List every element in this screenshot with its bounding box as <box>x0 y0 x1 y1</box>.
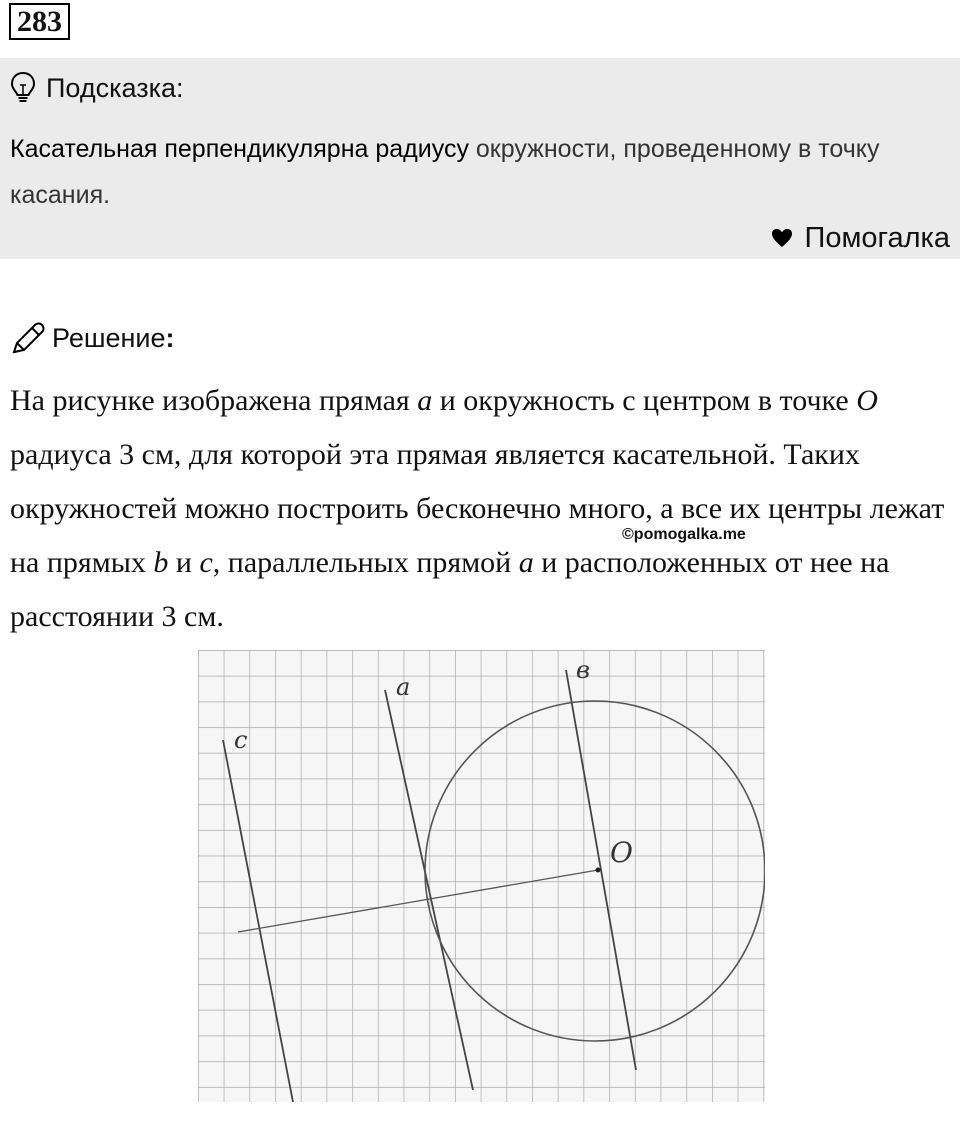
pencil-icon <box>10 320 46 356</box>
hint-title: Подсказка: <box>46 72 184 103</box>
label-O: O <box>610 836 633 869</box>
label-c: c <box>234 726 248 754</box>
hint-text <box>10 126 955 218</box>
label-b: в <box>576 656 590 684</box>
solution-title: Решение: <box>52 322 175 353</box>
construction-figure <box>198 650 765 1102</box>
label-a: a <box>396 673 411 701</box>
heart-icon <box>771 228 793 248</box>
hint-rest-text: окружности, проведенному в точку касания. <box>10 135 880 209</box>
hint-bold-text: Касательная перпендикулярна радиусу <box>10 135 469 163</box>
credit-label: Помогалка <box>804 221 950 254</box>
watermark: ©pomogalka.me <box>622 526 746 543</box>
center-point-O <box>596 868 601 873</box>
grid-paper <box>198 650 765 1102</box>
credit <box>771 218 950 258</box>
hint-header <box>10 68 184 108</box>
solution-header <box>10 318 175 358</box>
solution-text: На рисунке изображена прямая a и окружность с центром в точке O радиуса 3 см, для которой эта прямая является касательной. Таких окружностей можно построить бесконечно много, а все их центры лежат на прямых b и c, параллельных прямой a и расположенных от нее на расстоянии 3 см. <box>10 384 945 633</box>
problem-number: 283 <box>9 3 70 40</box>
lightbulb-icon <box>10 71 36 105</box>
